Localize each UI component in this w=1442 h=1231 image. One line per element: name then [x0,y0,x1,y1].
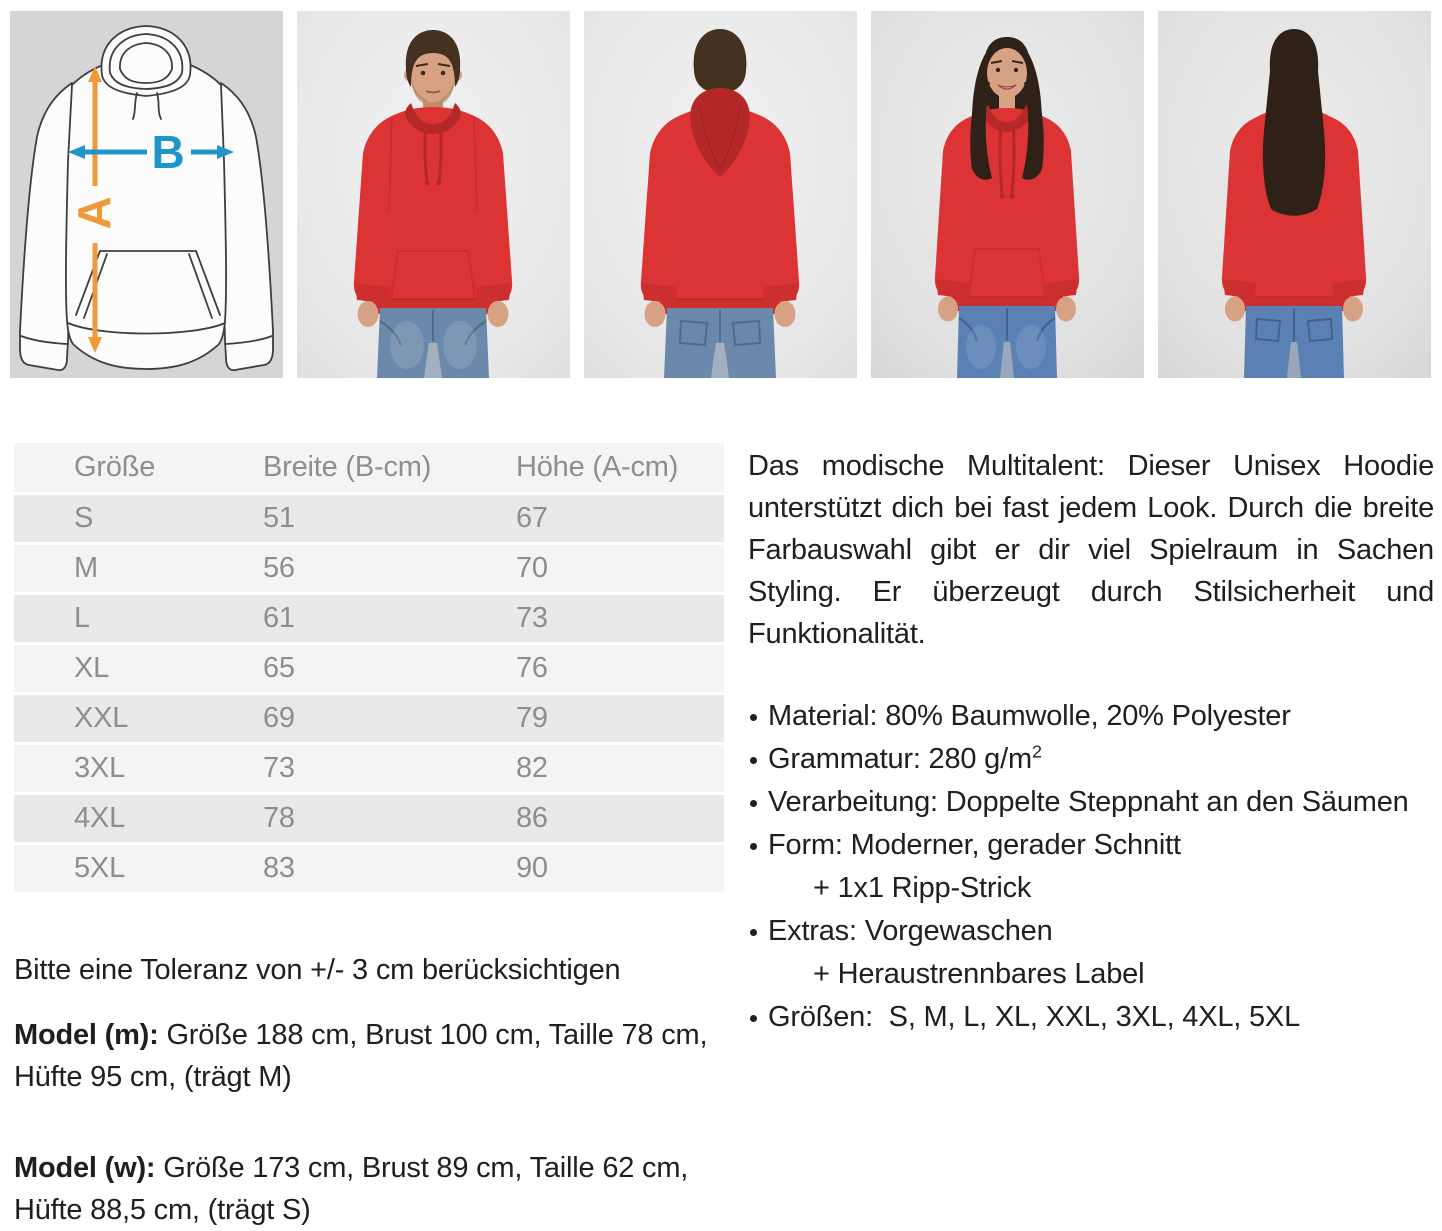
table-cell: 5XL [14,843,263,893]
feature-text: Form: Moderner, gerader Schnitt [768,829,1181,861]
size-table-body [14,493,724,893]
size-diagram-image [10,11,283,378]
table-cell: 51 [263,493,516,543]
model-male-measurements: Größe 188 cm, Brust 100 cm, Taille 78 cm, Hüfte 95 cm, (trägt M) [14,1018,708,1093]
table-row [14,743,724,793]
model-female-back-image [1158,11,1431,378]
feature-text: Extras: Vorgewaschen [768,915,1053,947]
table-header-row [14,443,724,493]
model-male-back-thumbnail[interactable] [584,11,857,378]
column-header-height: Höhe (A-cm) [516,443,724,493]
model-female-back-thumbnail[interactable] [1158,11,1431,378]
table-cell: XL [14,643,263,693]
feature-item [748,781,1434,824]
table-cell: 67 [516,493,724,543]
table-cell: M [14,543,263,593]
bullet-icon [750,757,757,764]
table-cell: 90 [516,843,724,893]
model-female-label: Model (w): [14,1151,156,1184]
table-cell: 61 [263,593,516,643]
feature-text: Material: 80% Baumwolle, 20% Polyester [768,700,1291,732]
feature-item [748,824,1434,910]
bullet-icon [750,843,757,850]
size-diagram-thumbnail[interactable] [10,11,283,378]
size-table [14,443,724,895]
table-cell: 86 [516,793,724,843]
bullet-icon [750,800,757,807]
table-row [14,643,724,693]
description-section [748,445,1434,1039]
table-cell: 65 [263,643,516,693]
feature-item [748,738,1434,781]
table-cell: 83 [263,843,516,893]
model-male-back-image [584,11,857,378]
table-cell: 70 [516,543,724,593]
table-cell: 56 [263,543,516,593]
table-cell: 3XL [14,743,263,793]
model-male-label: Model (m): [14,1018,159,1051]
table-row [14,543,724,593]
feature-subtext: + 1x1 Ripp-Strick [813,872,1032,904]
table-row [14,593,724,643]
model-female-note [14,1147,724,1231]
table-cell: 4XL [14,793,263,843]
feature-text: Grammatur: 280 $g/m^2$ [768,741,1042,775]
table-cell: 76 [516,643,724,693]
feature-text: Größen: S, M, L, XL, XXL, 3XL, 4XL, 5XL [768,1001,1300,1033]
table-cell: 78 [263,793,516,843]
column-header-width: Breite (B-cm) [263,443,516,493]
superscript: 2 [1031,741,1042,762]
feature-item [748,695,1434,738]
model-female-front-image [871,11,1144,378]
model-male-front-thumbnail[interactable] [297,11,570,378]
feature-item [748,910,1434,996]
table-row [14,693,724,743]
column-header-size: Größe [14,443,263,493]
table-cell: 73 [516,593,724,643]
table-cell: 69 [263,693,516,743]
feature-text: Verarbeitung: Doppelte Steppnaht an den Säumen [768,786,1409,818]
table-cell: L [14,593,263,643]
model-female-measurements: Größe 173 cm, Brust 89 cm, Taille 62 cm, Hüfte 88,5 cm, (trägt S) [14,1151,689,1226]
width-arrow-label: B [151,126,185,178]
table-row [14,493,724,543]
table-cell: XXL [14,693,263,743]
product-image-gallery [10,11,1431,378]
size-section [14,443,724,1231]
model-male-note [14,1014,724,1098]
table-row [14,843,724,893]
bullet-icon [750,714,757,721]
bullet-icon [750,1015,757,1022]
table-row [14,793,724,843]
feature-list [748,695,1434,1039]
model-female-front-thumbnail[interactable] [871,11,1144,378]
model-male-front-image [297,11,570,378]
table-cell: 79 [516,693,724,743]
table-cell: 82 [516,743,724,793]
feature-item [748,996,1434,1039]
table-cell: S [14,493,263,543]
feature-subtext: + Heraustrennbares Label [813,958,1145,990]
bullet-icon [750,929,757,936]
product-description: Das modische Multitalent: Dieser Unisex Hoodie unterstützt dich bei fast jedem Look. Durch die breite Farbauswahl gibt er dir viel Spielraum in Sachen Styling. Er überzeugt durch Stilsicherheit und Funktionalität. [748,450,1434,650]
table-cell: 73 [263,743,516,793]
height-arrow-label: A [68,196,120,230]
tolerance-note: Bitte eine Toleranz von +/- 3 cm berücksichtigen [14,953,621,986]
